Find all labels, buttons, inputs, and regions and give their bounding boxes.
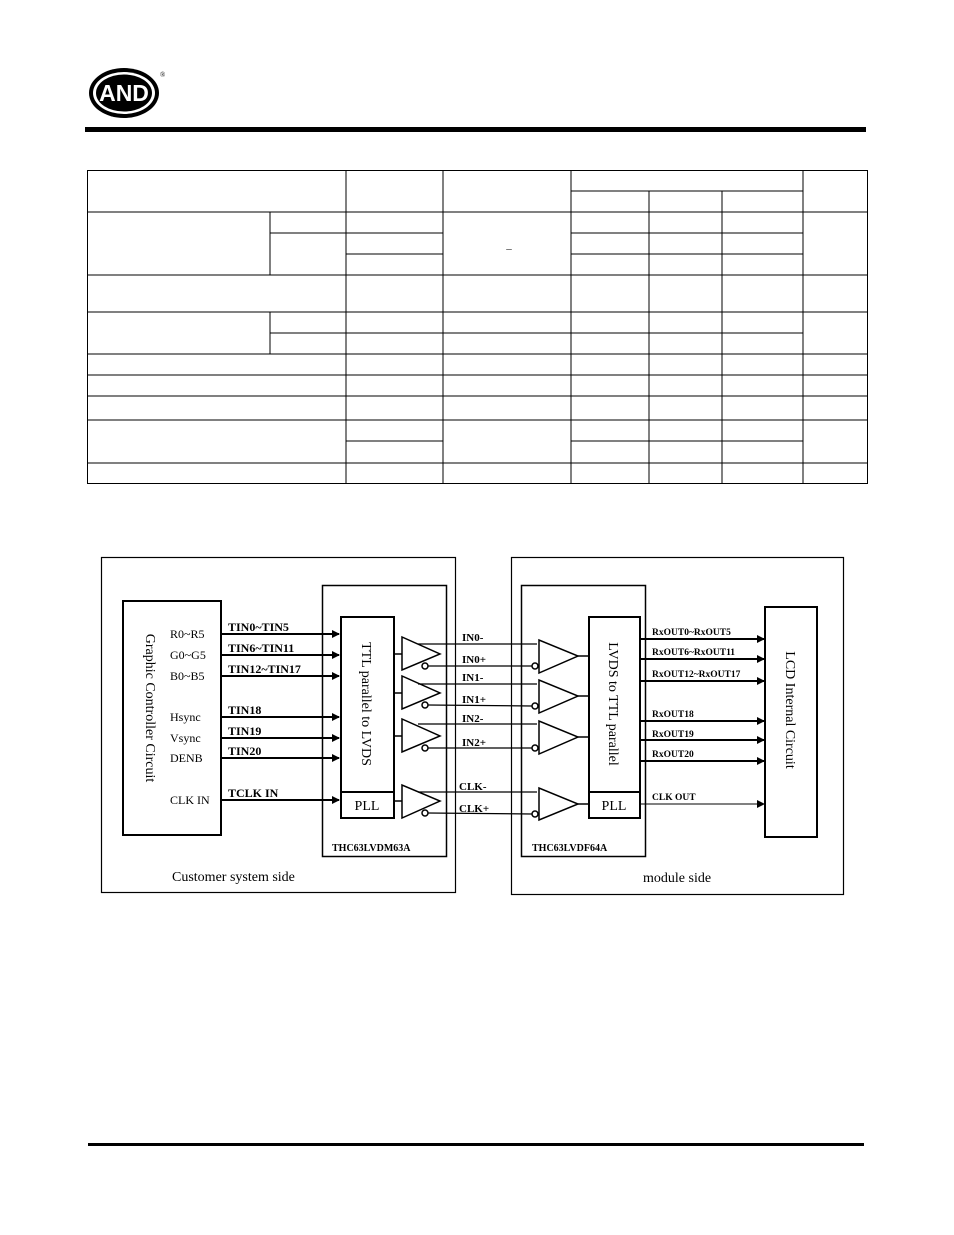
- rxout-20: RxOUT20: [652, 750, 694, 760]
- rxout-12-17: RxOUT12~RxOUT17: [652, 670, 741, 680]
- rx-pll-label: PLL: [601, 799, 627, 814]
- clk-out: CLK OUT: [652, 793, 696, 803]
- lvds-in0-plus: IN0+: [462, 654, 486, 666]
- lvds-clk-minus: CLK-: [459, 781, 487, 793]
- module-side-label: module side: [643, 871, 712, 886]
- tx-chip-name: THC63LVDM63A: [332, 843, 411, 854]
- graphic-controller-label: Graphic Controller Circuit: [142, 633, 157, 783]
- tx-pll-label: PLL: [354, 799, 380, 814]
- logo-text: AND: [99, 80, 149, 106]
- lvds-in0-minus: IN0-: [462, 632, 484, 644]
- lvds-in2-plus: IN2+: [462, 737, 486, 749]
- input-clk-in: CLK IN: [170, 793, 210, 807]
- footer-rule: [88, 1143, 864, 1146]
- input-denb: DENB: [170, 751, 203, 765]
- input-r: R0~R5: [170, 627, 205, 641]
- table-dash-mark: –: [506, 243, 512, 255]
- rxout-6-11: RxOUT6~RxOUT11: [652, 648, 736, 658]
- input-b: B0~B5: [170, 669, 205, 683]
- input-vsync: Vsync: [170, 731, 201, 745]
- tin-20: TIN20: [228, 744, 262, 758]
- tin-19: TIN19: [228, 724, 262, 738]
- logo-registered-mark: ®: [160, 71, 166, 79]
- tin-18: TIN18: [228, 703, 262, 717]
- input-g: G0~G5: [170, 648, 206, 662]
- tin-6-11: TIN6~TIN11: [228, 641, 295, 655]
- lvds-clk-plus: CLK+: [459, 803, 490, 815]
- rx-chip-name: THC63LVDF64A: [532, 843, 608, 854]
- tx-drivers: [394, 637, 440, 818]
- input-hsync: Hsync: [170, 710, 201, 724]
- lvds-in1-minus: IN1-: [462, 672, 484, 684]
- customer-side-label: Customer system side: [172, 870, 295, 885]
- tin-0-5: TIN0~TIN5: [228, 620, 289, 634]
- spec-table: [87, 170, 868, 484]
- lcd-internal-circuit-label: LCD Internal Circuit: [782, 651, 797, 769]
- and-logo: [88, 66, 164, 120]
- lvds-to-ttl-label: LVDS to TTL parallel: [605, 642, 620, 766]
- rxout-0-5: RxOUT0~RxOUT5: [652, 628, 731, 638]
- rxout-18: RxOUT18: [652, 710, 694, 720]
- lvds-block-diagram: [0, 540, 954, 910]
- tin-12-17: TIN12~TIN17: [228, 662, 301, 676]
- rx-receivers: [532, 640, 589, 820]
- tclk-in: TCLK IN: [228, 786, 279, 800]
- lvds-in2-minus: IN2-: [462, 713, 484, 725]
- rxout-19: RxOUT19: [652, 730, 694, 740]
- tx-input-arrows: [221, 634, 339, 800]
- lvds-in1-plus: IN1+: [462, 694, 486, 706]
- header-rule: [85, 127, 866, 132]
- ttl-to-lvds-label: TTL parallel to LVDS: [358, 642, 373, 766]
